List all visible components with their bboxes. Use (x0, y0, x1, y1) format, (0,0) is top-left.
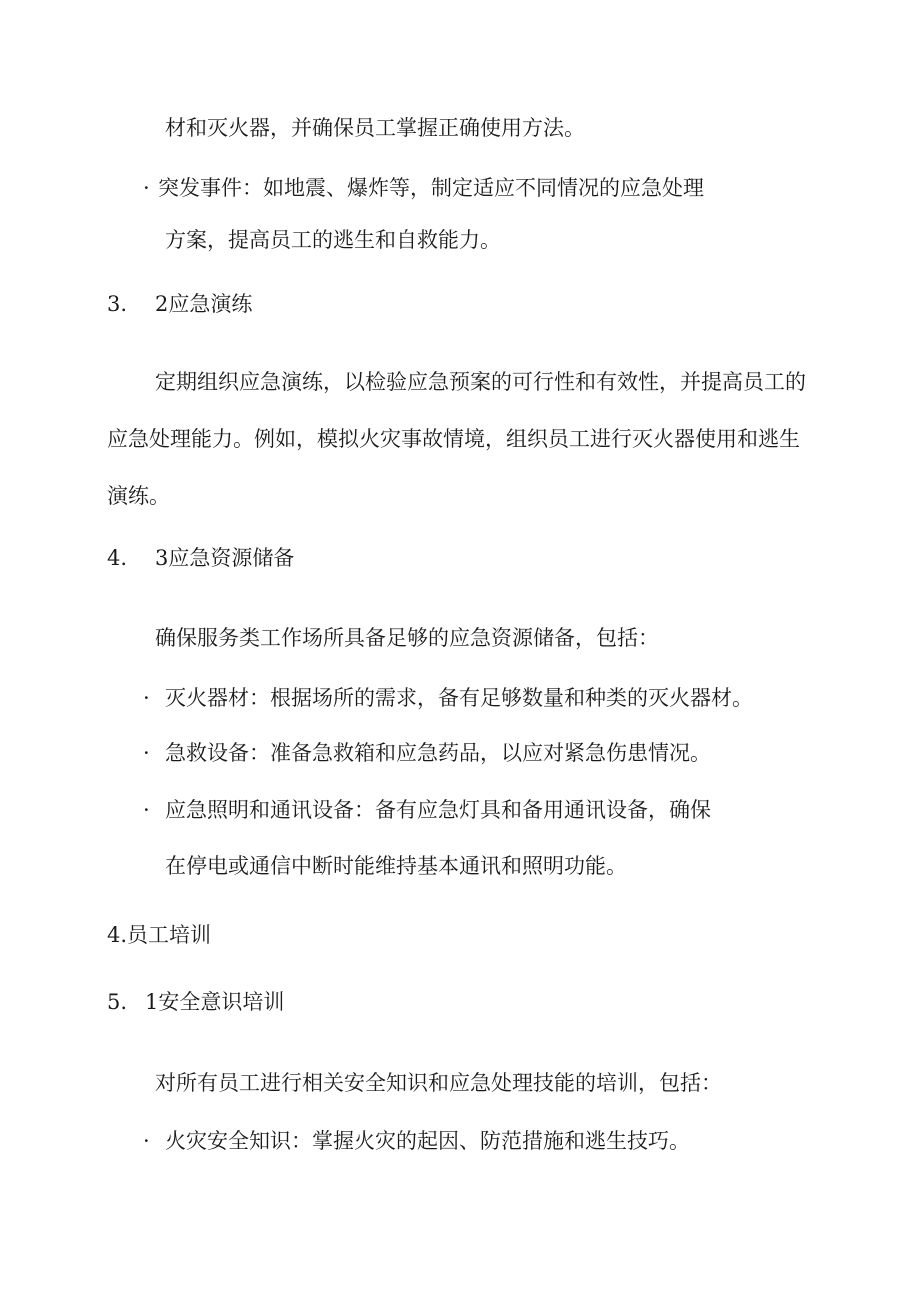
paragraph-resources: 确保服务类工作场所具备足够的应急资源储备，包括： (155, 626, 659, 650)
heading-text: 1安全意识培训 (145, 990, 285, 1014)
bullet-marker: · (143, 176, 150, 200)
heading-5-1 (107, 989, 284, 1015)
bullet-item-fire-safety-knowledge: 火灾安全知识：掌握火灾的起因、防范措施和逃生技巧。 (165, 1129, 690, 1153)
bullet-item-lighting-communication: 应急照明和通讯设备：备有应急灯具和备用通讯设备，确保 (165, 798, 711, 822)
heading-3-2 (107, 291, 252, 317)
paragraph-training: 对所有员工进行相关安全知识和应急处理技能的培训，包括： (155, 1071, 722, 1095)
heading-text: 2应急演练 (155, 292, 253, 316)
heading-number: 3. (107, 292, 128, 316)
bullet-item-emergency-events-cont: 方案，提高员工的逃生和自救能力。 (165, 228, 501, 252)
bullet-item-emergency-events: 突发事件：如地震、爆炸等，制定适应不同情况的应急处理 (158, 176, 704, 200)
paragraph-drill-line-3: 演练。 (107, 484, 170, 508)
paragraph-drill-line-2: 应急处理能力。例如，模拟火灾事故情境，组织员工进行灭火器使用和逃生 (107, 427, 800, 451)
paragraph-drill-line-1: 定期组织应急演练，以检验应急预案的可行性和有效性，并提高员工的 (155, 370, 806, 394)
bullet-marker: · (143, 798, 150, 822)
bullet-marker: · (143, 1129, 150, 1153)
bullet-item-fire-equipment: 灭火器材：根据场所的需求，备有足够数量和种类的灭火器材。 (165, 686, 753, 710)
bullet-item-lighting-communication-cont: 在停电或通信中断时能维持基本通讯和照明功能。 (165, 854, 627, 878)
continuation-line: 材和灭火器，并确保员工掌握正确使用方法。 (165, 116, 585, 140)
heading-3-3 (107, 545, 294, 571)
heading-4-staff-training: 4.员工培训 (107, 923, 212, 947)
heading-number: 5. (107, 990, 128, 1014)
heading-number: 4. (107, 546, 128, 570)
bullet-item-first-aid: 急救设备：准备急救箱和应急药品，以应对紧急伤患情况。 (165, 741, 711, 765)
bullet-marker: · (143, 741, 150, 765)
bullet-marker: · (143, 686, 150, 710)
heading-text: 3应急资源储备 (155, 546, 295, 570)
